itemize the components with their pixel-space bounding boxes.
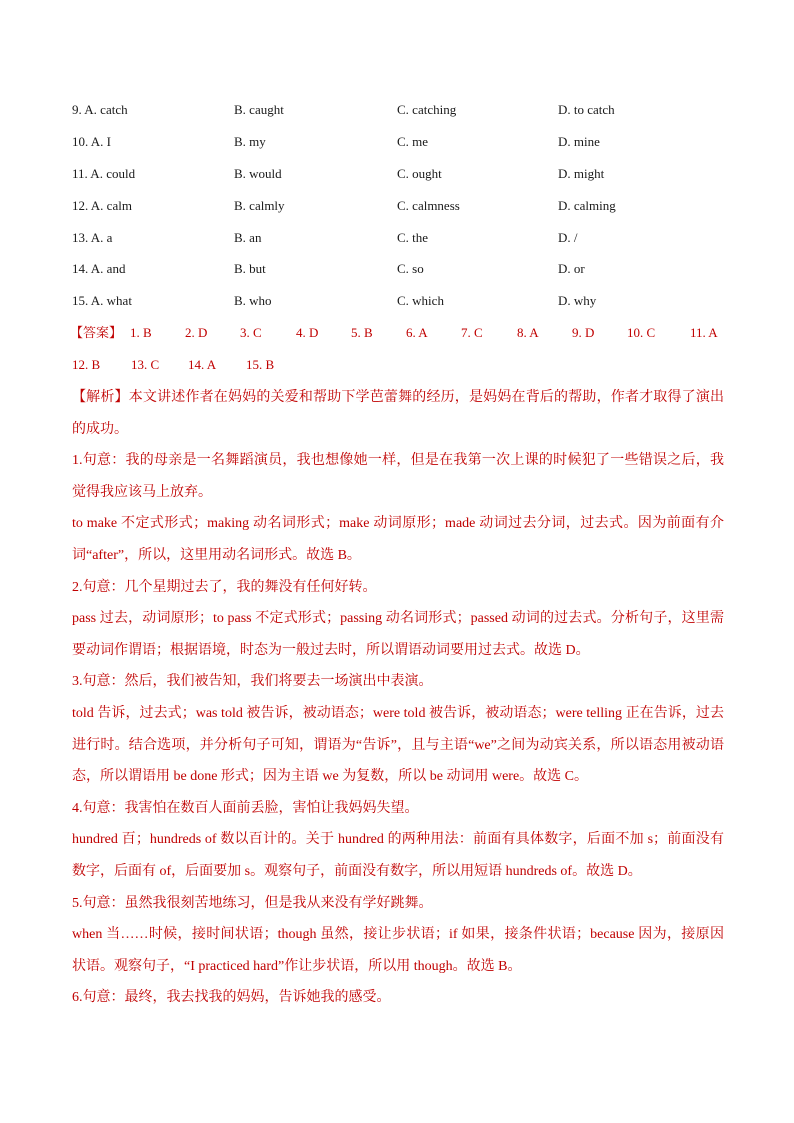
option-a: 11. A. could	[72, 166, 136, 181]
explanation-paragraph: 4.句意：我害怕在数百人面前丢脸，害怕让我妈妈失望。	[72, 800, 419, 816]
option-b: B. caught	[234, 102, 284, 117]
answer-key-line-2	[72, 355, 372, 375]
option-d: D. why	[558, 293, 597, 308]
answer-item: 13. C	[131, 357, 160, 372]
option-a: 14. A. and	[72, 261, 126, 276]
answer-item: 15. B	[246, 357, 275, 372]
answer-key-line-1	[72, 323, 732, 343]
answer-item: 4. D	[296, 325, 319, 340]
option-b: B. would	[234, 166, 282, 181]
answer-item: 2. D	[185, 325, 208, 340]
answer-item: 12. B	[72, 357, 101, 372]
option-a: 13. A. a	[72, 230, 113, 245]
option-d: D. calming	[558, 198, 616, 213]
option-a: 15. A. what	[72, 293, 132, 308]
analysis-label: 【解析】	[72, 390, 129, 405]
option-a: 9. A. catch	[72, 102, 128, 117]
option-d: D. mine	[558, 134, 600, 149]
answer-item: 1. B	[130, 325, 152, 340]
option-b: B. an	[234, 230, 262, 245]
option-b: B. who	[234, 293, 272, 308]
answer-item: 5. B	[351, 325, 373, 340]
option-b: B. calmly	[234, 198, 285, 213]
explanation-paragraph: pass 过去，动词原形；to pass 不定式形式；passing 动名词形式；passed 动词的过去式。分析句子，这里需要动词作谓语；根据语境，时态为一般过去时，所以谓语动词要用过去式。故选 D。	[72, 611, 724, 658]
answer-item: 8. A	[517, 325, 539, 340]
answer-item: 3. C	[240, 325, 262, 340]
explanation-paragraph: hundred 百；hundreds of 数以百计的。关于 hundred 的两种用法：前面有具体数字，后面不加 s；前面没有数字，后面有 of，后面要加 s。观察句子，前面没有数字，所以用短语 hundreds of。故选 D。	[72, 832, 724, 879]
option-c: C. ought	[397, 166, 442, 181]
explanation-paragraph: to make 不定式形式；making 动名词形式；make 动词原形；made 动词过去分词，过去式。因为前面有介词“after”，所以，这里用动名词形式。故选 B。	[72, 516, 724, 563]
option-c: C. calmness	[397, 198, 460, 213]
analysis-text: 本文讲述作者在妈妈的关爱和帮助下学芭蕾舞的经历，是妈妈在背后的帮助，作者才取得了演出的成功。	[72, 390, 725, 437]
option-c: C. catching	[397, 102, 457, 117]
explanation-paragraph: 6.句意：最终，我去找我的妈妈，告诉她我的感受。	[72, 990, 391, 1006]
explanation-paragraph: 2.句意：几个星期过去了，我的舞没有任何好转。	[72, 579, 377, 595]
option-c: C. the	[397, 230, 429, 245]
explanation-paragraph: when 当……时候，接时间状语；though 虽然，接让步状语；if 如果，接条件状语；because 因为，接原因状语。观察句子，“I practiced hard”作让步状语，所以用 though。故选 B。	[72, 927, 724, 974]
answer-item: 14. A	[188, 357, 217, 372]
explanation-paragraph: 5.句意：虽然我很刻苦地练习，但是我从来没有学好跳舞。	[72, 895, 433, 911]
option-d: D. to catch	[558, 102, 615, 117]
answer-label: 【答案】	[70, 325, 123, 340]
explanation-paragraph: 3.句意：然后，我们被告知，我们将要去一场演出中表演。	[72, 674, 433, 690]
option-d: D. /	[558, 230, 578, 245]
option-a: 10. A. I	[72, 134, 111, 149]
option-c: C. which	[397, 293, 444, 308]
option-b: B. but	[234, 261, 266, 276]
analysis-summary	[72, 382, 724, 445]
option-a: 12. A. calm	[72, 198, 132, 213]
answer-item: 7. C	[461, 325, 483, 340]
option-c: C. me	[397, 134, 429, 149]
analysis-section	[72, 382, 724, 1014]
answer-item: 11. A	[690, 325, 718, 340]
option-c: C. so	[397, 261, 424, 276]
answer-item: 10. C	[627, 325, 656, 340]
option-d: D. or	[558, 261, 585, 276]
explanation-paragraph: 1.句意：我的母亲是一名舞蹈演员，我也想像她一样，但是在我第一次上课的时候犯了一些错误之后，我觉得我应该马上放弃。	[72, 453, 724, 500]
answer-item: 6. A	[406, 325, 428, 340]
option-d: D. might	[558, 166, 605, 181]
explanation-paragraph: told 告诉，过去式；was told 被告诉，被动语态；were told 被告诉，被动语态；were telling 正在告诉，过去进行时。结合选项，并分析句子可知，谓语为“告诉”，且与主语“we”之间为动宾关系，所以语态用被动语态，所以谓语用 be done 形式；因为主语 we 为复数，所以 be 动词用 were。故选 C。	[72, 705, 724, 785]
option-b: B. my	[234, 134, 266, 149]
answer-item: 9. D	[572, 325, 595, 340]
